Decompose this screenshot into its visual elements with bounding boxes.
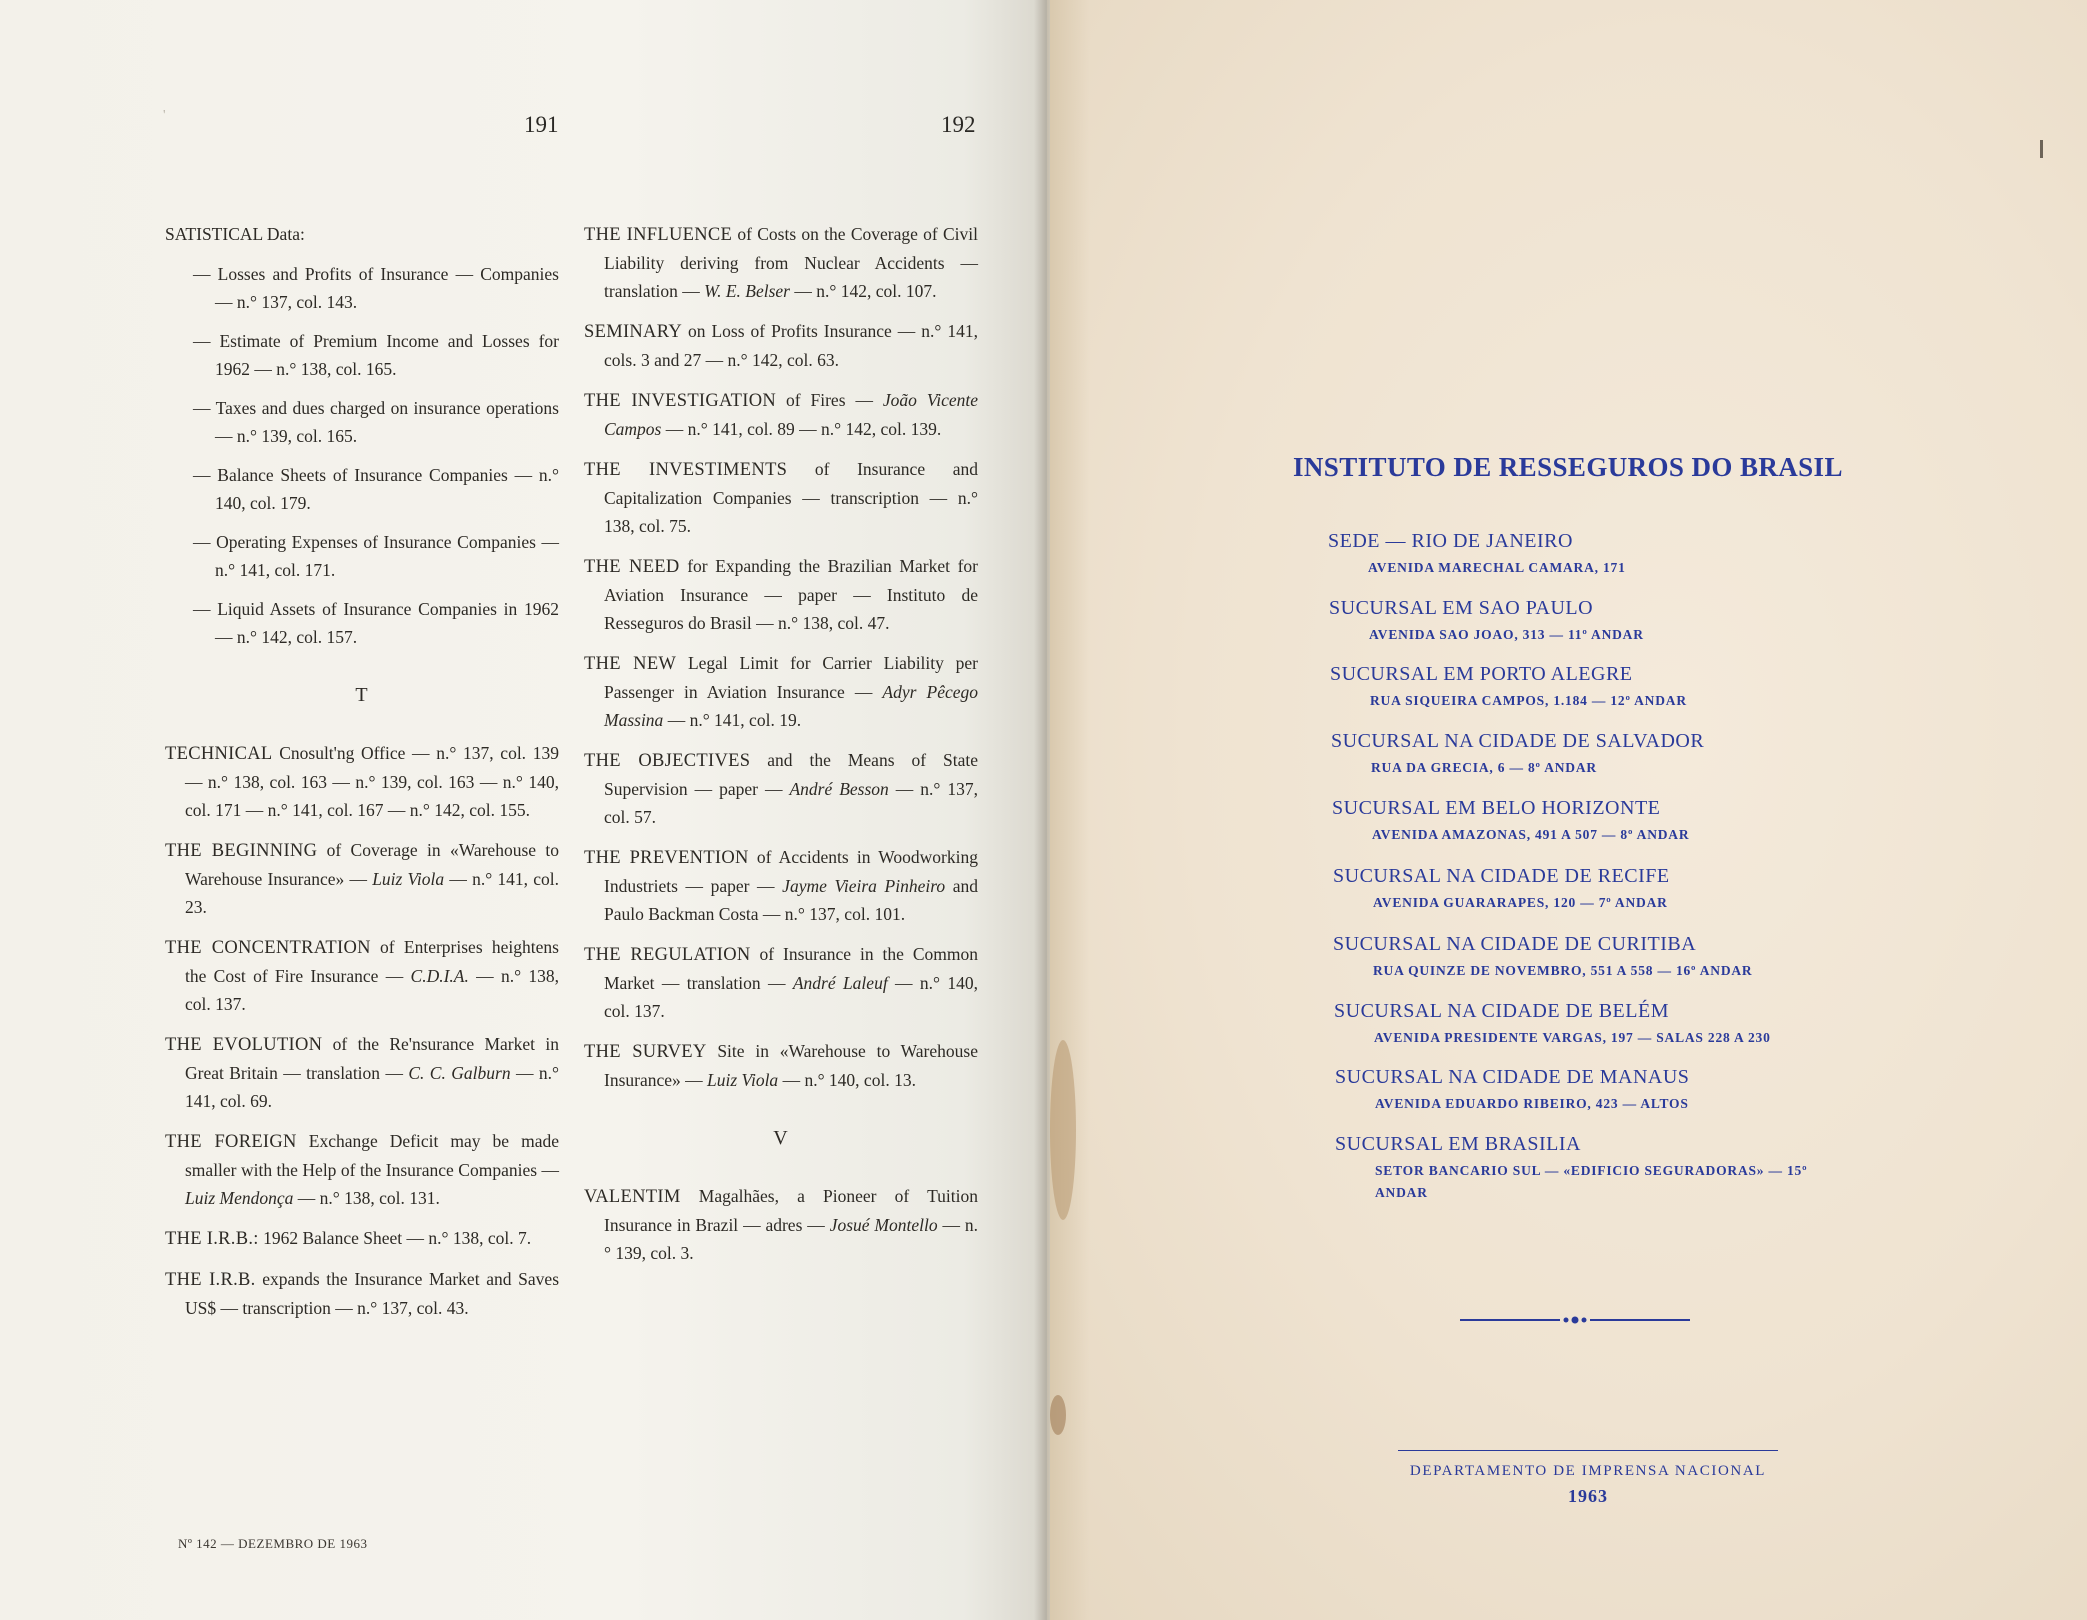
section-letter-t: T — [355, 684, 369, 706]
t-entries-continued — [584, 220, 978, 1094]
index-entry — [584, 649, 978, 734]
index-entry — [165, 739, 559, 824]
index-column-right — [584, 220, 978, 1279]
entry-text: Magalhães, a Pioneer of Tuition Insurance in Brazil — adres — — [604, 1186, 978, 1235]
entry-headword: THE EVOLUTION — [165, 1035, 323, 1055]
index-entry — [165, 1265, 559, 1322]
entry-headword: THE BEGINNING — [165, 841, 318, 861]
office-entry — [1333, 933, 1893, 982]
index-entry — [584, 455, 978, 540]
entry-author: W. E. Belser — [704, 281, 790, 301]
entry-author: André Besson — [789, 779, 889, 799]
entry-text: of Accidents in Woodworking Industriets — paper — — [604, 847, 978, 896]
entry-headword: THE FOREIGN — [165, 1132, 297, 1152]
index-entry — [584, 317, 978, 374]
office-name: SUCURSAL EM BRASILIA — [1335, 1133, 1581, 1155]
entry-reference: — n.° 138, col. 137. — [185, 966, 559, 1014]
index-entry — [165, 1127, 559, 1212]
entry-text: and the Means of State Supervision — paper — — [604, 750, 978, 799]
entry-reference: — n.° 141, col. 89 — n.° 142, col. 139. — [661, 419, 942, 439]
office-address: AVENIDA MARECHAL CAMARA, 171 — [1368, 560, 1626, 575]
office-entry — [1331, 730, 1891, 779]
publication-year: 1963 — [1568, 1486, 1608, 1506]
statistical-item: — Operating Expenses of Insurance Companies — n.° 141, col. 171. — [193, 532, 559, 580]
entry-text: for Expanding the Brazilian Market for Aviation Insurance — paper — Instituto de Resseguros do Brasil — n.° 138, col. 47. — [604, 556, 978, 633]
cover-speck — [2040, 140, 2043, 158]
entry-headword: TECHNICAL — [165, 744, 273, 764]
entry-headword: THE CONCENTRATION — [165, 938, 371, 958]
office-name: SUCURSAL EM SAO PAULO — [1329, 597, 1594, 619]
office-address: AVENIDA SAO JOAO, 313 — 11º ANDAR — [1369, 627, 1644, 642]
index-entry — [584, 386, 978, 443]
office-address: SETOR BANCARIO SUL — «EDIFICIO SEGURADORAS» — 15º ANDAR — [1375, 1163, 1808, 1200]
entry-reference: — n.° 141, col. 69. — [185, 1063, 560, 1111]
entry-headword: THE PREVENTION — [584, 848, 749, 868]
entry-author: João Vicente Campos — [604, 390, 979, 439]
entry-reference: — n.° 141, col. 23. — [185, 869, 559, 917]
statistical-heading: SATISTICAL Data: — [165, 224, 305, 244]
entry-reference: — n.° 139, col. 3. — [604, 1215, 979, 1263]
entry-headword: THE I.R.B. — [165, 1270, 256, 1290]
entry-text: of Enterprises heightens the Cost of Fire Insurance — — [185, 937, 559, 986]
office-address: AVENIDA GUARARAPES, 120 — 7º ANDAR — [1373, 895, 1668, 910]
office-entry — [1329, 597, 1889, 646]
section-letter-v: V — [773, 1127, 789, 1149]
entry-text: Legal Limit for Carrier Liability per Passenger in Aviation Insurance — — [604, 653, 978, 702]
entry-headword: THE SURVEY — [584, 1042, 707, 1062]
ornament-divider — [1460, 1312, 1690, 1328]
entry-headword: THE I.R.B.: — [165, 1229, 259, 1249]
issue-footer: Nº 142 — DEZEMBRO DE 1963 — [178, 1536, 368, 1551]
margin-speck: ' — [163, 108, 166, 123]
index-column-left — [165, 220, 559, 1334]
entry-headword: THE OBJECTIVES — [584, 751, 751, 771]
entry-text: Exchange Deficit may be made smaller with the Help of the Insurance Companies — — [185, 1131, 559, 1180]
entry-text: of Insurance in the Common Market — translation — — [604, 944, 978, 993]
index-entry — [584, 220, 978, 305]
office-entry — [1335, 1066, 1895, 1115]
index-entry — [584, 940, 978, 1025]
publisher-block — [1398, 1450, 1778, 1507]
entry-headword: VALENTIM — [584, 1187, 681, 1207]
entry-author: C. C. Galburn — [408, 1063, 511, 1083]
office-address: RUA SIQUEIRA CAMPOS, 1.184 — 12º ANDAR — [1370, 693, 1687, 708]
office-address: AVENIDA PRESIDENTE VARGAS, 197 — SALAS 228 A 230 — [1374, 1030, 1771, 1045]
office-entry — [1330, 663, 1890, 712]
office-name: SUCURSAL EM PORTO ALEGRE — [1330, 663, 1633, 685]
entry-headword: THE NEED — [584, 557, 680, 577]
entry-headword: THE INVESTIMENTS — [584, 460, 788, 480]
institute-title: INSTITUTO DE RESSEGUROS DO BRASIL — [1293, 452, 1843, 482]
index-entry — [584, 843, 978, 928]
t-entries — [165, 739, 559, 1322]
entry-author: Luiz Viola — [372, 869, 445, 889]
entry-reference: — n.° 138, col. 131. — [293, 1188, 440, 1208]
office-name: SEDE — RIO DE JANEIRO — [1328, 530, 1573, 552]
office-name: SUCURSAL NA CIDADE DE CURITIBA — [1333, 933, 1697, 955]
entry-headword: SEMINARY — [584, 322, 682, 342]
statistical-items — [165, 260, 559, 651]
entry-text: of the Re'nsurance Market in Great Britain — translation — — [185, 1034, 559, 1083]
office-address: RUA DA GRECIA, 6 — 8º ANDAR — [1371, 760, 1597, 775]
edge-stain — [1050, 1040, 1076, 1220]
index-entry — [584, 1182, 978, 1267]
office-name: SUCURSAL NA CIDADE DE MANAUS — [1335, 1066, 1690, 1088]
statistical-item: — Taxes and dues charged on insurance operations — n.° 139, col. 165. — [193, 398, 559, 446]
index-entry — [165, 836, 559, 921]
entry-reference: — n.° 140, col. 137. — [604, 973, 979, 1021]
entry-text: on Loss of Profits Insurance — n.° 141, cols. 3 and 27 — n.° 142, col. 63. — [604, 321, 978, 370]
back-cover — [1050, 0, 2087, 1620]
entry-reference: and Paulo Backman Costa — n.° 137, col. 101. — [604, 876, 978, 924]
entry-text: Site in «Warehouse to Warehouse Insurance» — — [604, 1041, 978, 1090]
page-number-right: 192 — [941, 112, 976, 137]
v-entries — [584, 1182, 978, 1267]
entry-text: 1962 Balance Sheet — n.° 138, col. 7. — [258, 1228, 532, 1248]
office-address: AVENIDA EDUARDO RIBEIRO, 423 — ALTOS — [1375, 1096, 1689, 1111]
statistical-item: — Estimate of Premium Income and Losses for 1962 — n.° 138, col. 165. — [193, 331, 559, 379]
entry-author: Adyr Pêcego Massina — [604, 682, 978, 730]
office-entry — [1328, 530, 1888, 579]
office-entry — [1334, 1000, 1894, 1049]
entry-text: expands the Insurance Market and Saves US$ — transcription — n.° 137, col. 43. — [185, 1269, 559, 1318]
index-entry — [165, 933, 559, 1018]
office-entry — [1333, 865, 1893, 914]
edge-stain-small — [1050, 1395, 1066, 1435]
entry-headword: THE INFLUENCE — [584, 225, 733, 245]
entry-text: of Coverage in «Warehouse to Warehouse Insurance» — — [185, 840, 559, 889]
entry-author: Jayme Vieira Pinheiro — [782, 876, 946, 896]
publisher-name: DEPARTAMENTO DE IMPRENSA NACIONAL — [1409, 1463, 1767, 1479]
office-address: AVENIDA AMAZONAS, 491 A 507 — 8º ANDAR — [1372, 827, 1690, 842]
entry-reference: — n.° 137, col. 57. — [604, 779, 978, 827]
statistical-item: — Liquid Assets of Insurance Companies in 1962 — n.° 142, col. 157. — [193, 599, 559, 647]
entry-reference: — n.° 140, col. 13. — [778, 1070, 916, 1090]
entry-author: C.D.I.A. — [410, 966, 469, 986]
index-entry — [165, 1030, 559, 1115]
index-entry — [584, 1037, 978, 1094]
page-number-left: 191 — [524, 112, 559, 137]
index-entry — [584, 552, 978, 637]
office-name: SUCURSAL NA CIDADE DE RECIFE — [1333, 865, 1670, 887]
statistical-item: — Losses and Profits of Insurance — Companies — n.° 137, col. 143. — [193, 264, 559, 312]
office-address: RUA QUINZE DE NOVEMBRO, 551 A 558 — 16º ANDAR — [1373, 963, 1753, 978]
entry-author: Luiz Mendonça — [185, 1188, 294, 1208]
entry-headword: THE REGULATION — [584, 945, 751, 965]
index-entry — [584, 746, 978, 831]
entry-author: Josué Montello — [829, 1215, 938, 1235]
office-entry — [1335, 1133, 1895, 1204]
entry-text: Cnosult'ng Office — n.° 137, col. 139 — n.° 138, col. 163 — n.° 139, col. 163 — n.° 140, col. 171 — n.° 141, col. 167 — n.° 142, col. 155. — [185, 743, 559, 820]
office-name: SUCURSAL NA CIDADE DE SALVADOR — [1331, 730, 1705, 752]
entry-text: of Fires — — [776, 390, 883, 410]
entry-text: of Costs on the Coverage of Civil Liability deriving from Nuclear Accidents — translation — — [604, 224, 978, 301]
entry-reference: — n.° 142, col. 107. — [790, 281, 937, 301]
entry-reference: — n.° 141, col. 19. — [663, 710, 802, 730]
entry-headword: THE INVESTIGATION — [584, 391, 777, 411]
cover-edge-shadow — [1050, 0, 1090, 1620]
entry-author: Luiz Viola — [707, 1070, 779, 1090]
entry-text: of Insurance and Capitalization Companies — transcription — n.° 138, col. 75. — [604, 459, 978, 536]
entry-author: André Laleuf — [792, 973, 888, 993]
office-name: SUCURSAL NA CIDADE DE BELÉM — [1334, 1000, 1669, 1022]
entry-headword: THE NEW — [584, 654, 677, 674]
statistical-item: — Balance Sheets of Insurance Companies — n.° 140, col. 179. — [193, 465, 559, 513]
office-name: SUCURSAL EM BELO HORIZONTE — [1332, 797, 1661, 819]
index-entry — [165, 1224, 559, 1253]
office-entry — [1332, 797, 1892, 846]
